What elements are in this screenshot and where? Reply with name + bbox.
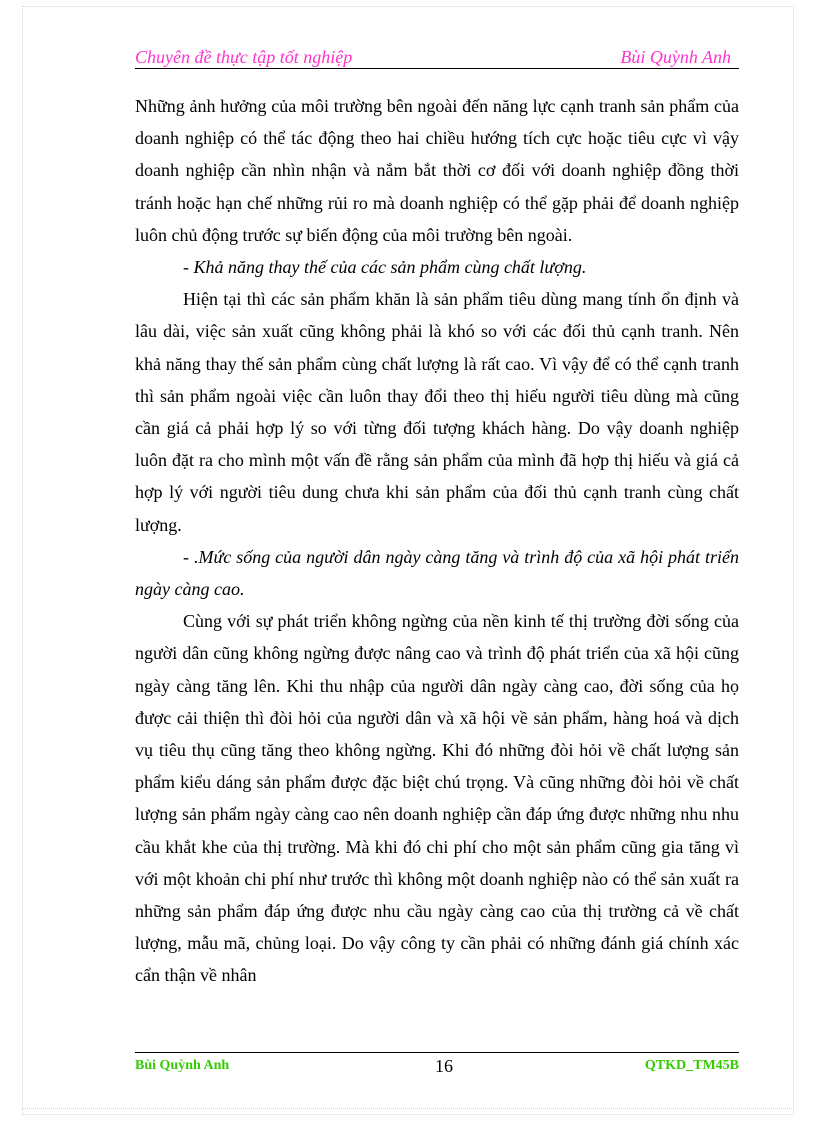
footer-author: Bùi Quỳnh Anh bbox=[135, 1058, 230, 1073]
paragraph: Hiện tại thì các sản phẩm khăn là sản phẩm tiêu dùng mang tính ổn định và lâu dài, việc sản xuất cũng không phải là khó so với các đối thủ cạnh tranh. Nên khả năng thay thế sản phẩm cùng chất lượng là rất cao. Vì vậy để có thể cạnh tranh thì sản phẩm ngoài việc cần luôn thay đổi theo thị hiếu người tiêu dùng mà cũng cần giá cả phải hợp lý so với từng đối tượng khách hàng. Do vậy doanh nghiệp luôn đặt ra cho mình một vấn đề rằng sản phẩm của mình đã hợp thị hiếu và giá cả hợp lý với người tiêu dung chưa khi sản phẩm của đối thủ cạnh tranh cùng chất lượng. bbox=[135, 289, 739, 535]
paragraph: Cùng với sự phát triển không ngừng của nền kinh tế thị trường đời sống của người dân cũng không ngừng được nâng cao và trình độ phát triển của xã hội cũng ngày càng tăng lên. Khi thu nhập của người dân ngày càng cao, đời sống của họ được cải thiện thì đòi hỏi của người dân và xã hội về sản phẩm, hàng hoá và dịch vụ tiêu thụ cũng tăng theo không ngừng. Khi đó những đòi hỏi về chất lượng sản phẩm kiểu dáng sản phẩm được đặc biệt chú trọng. Và cũng những đòi hỏi về chất lượng sản phẩm ngày càng cao nên doanh nghiệp cần đáp ứng được những nhu nhu cầu khắt khe của thị trường. Mà khi đó chi phí cho một sản phẩm cũng gia tăng vì với một khoản chi phí như trước thì không một doanh nghiệp nào có thể sản xuất ra những sản phẩm đáp ứng được nhu cầu ngày càng cao của thị trường cả về chất lượng, mẫu mã, chủng loại. Do vậy công ty cần phải có những đánh giá chính xác cẩn thận về nhân bbox=[135, 611, 739, 986]
paragraph: Những ảnh hưởng của môi trường bên ngoài đến năng lực cạnh tranh sản phẩm của doanh nghiệp có thể tác động theo hai chiều hướng tích cực hoặc tiêu cực vì vậy doanh nghiệp cần nhìn nhận và nắm bắt thời cơ đối với doanh nghiệp đồng thời tránh hoặc hạn chế những rủi ro mà doanh nghiệp có thể gặp phải để doanh nghiệp luôn chủ động trước sự biến động của môi trường bên ngoài. bbox=[135, 96, 739, 245]
page-footer bbox=[135, 1056, 739, 1080]
header-author: Bùi Quỳnh Anh bbox=[620, 47, 731, 67]
page-header bbox=[135, 46, 739, 69]
footer-class-code: QTKD_TM45B bbox=[644, 1058, 739, 1073]
header-title: Chuyên đề thực tập tốt nghiệp bbox=[135, 47, 353, 67]
page-bottom-edge bbox=[22, 1108, 794, 1109]
subheading: - .Mức sống của người dân ngày càng tăng và trình độ của xã hội phát triển ngày càng cao. bbox=[135, 546, 739, 600]
subheading: - Khả năng thay thế của các sản phẩm cùng chất lượng. bbox=[183, 257, 587, 278]
footer-divider bbox=[135, 1052, 739, 1053]
document-body bbox=[135, 90, 739, 992]
page-number: 16 bbox=[435, 1056, 453, 1076]
